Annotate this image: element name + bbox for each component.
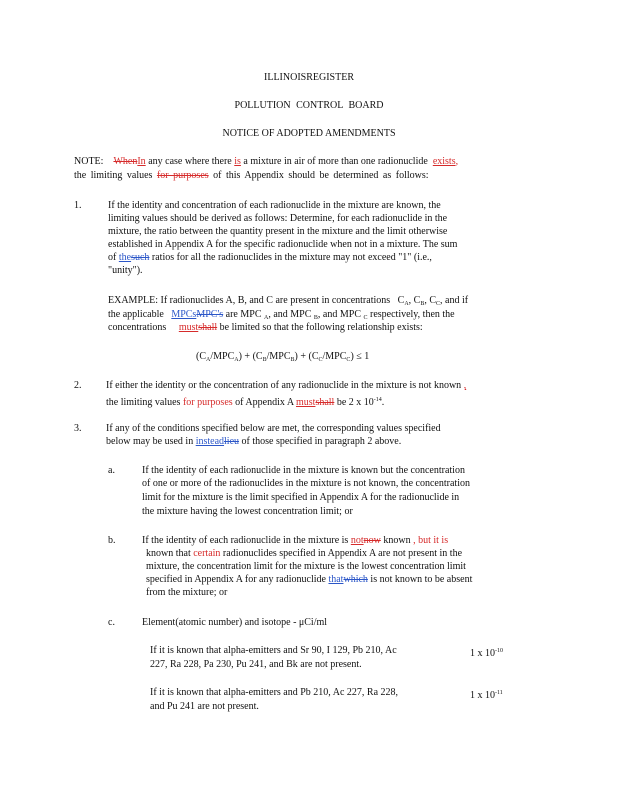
deletion: When	[113, 156, 138, 167]
text: radionuclides specified in Appendix A are not present in the	[222, 548, 463, 559]
sub-c-entry-2-value	[470, 687, 503, 702]
text: /MPC	[210, 351, 235, 362]
sub-a-label: a.	[108, 465, 115, 476]
deletion: such	[131, 252, 150, 263]
item-1-line: mixture, the ratio between the quantity present in the mixture and the limit otherwise	[108, 226, 448, 237]
text: If either the identity or the concentration of any radionuclide in the mixture is not known	[106, 380, 462, 391]
subscript: C	[363, 315, 368, 321]
item-1-number: 1.	[74, 200, 82, 211]
sub-c-entry-2-line: and Pu 241 are not present.	[150, 701, 259, 712]
sub-b-line: mixture, the concentration limit for the mixture is the lowest concentration limit	[146, 561, 466, 572]
text: the applicable	[108, 309, 164, 320]
text: If the identity of each radionuclide in the mixture is	[142, 535, 349, 546]
text: /MPC	[266, 351, 291, 362]
text: the limiting values	[74, 170, 153, 181]
text: , C	[408, 295, 421, 306]
note-line-2	[74, 170, 429, 182]
item-1-line: established in Appendix A for the specific radionuclide when not in a mixture. The sum	[108, 239, 458, 250]
subscript: A	[404, 301, 409, 307]
text: EXAMPLE: If radionuclides A, B, and C are present in concentrations	[108, 295, 391, 306]
item-3-number: 3.	[74, 423, 82, 434]
sub-c-label: c.	[108, 617, 115, 628]
superscript: -14	[373, 397, 382, 403]
item-3-line	[106, 436, 401, 448]
text: of this Appendix should be determined as follows:	[213, 170, 429, 181]
register-title: ILLINOISREGISTER	[264, 72, 354, 83]
superscript: -11	[495, 690, 503, 696]
subscript: A	[234, 357, 239, 363]
deletion: MPC's	[196, 309, 224, 320]
sub-b-line	[146, 574, 472, 586]
sub-c-heading: Element(atomic number) and isotope - μCi/ml	[142, 617, 328, 628]
sub-c-entry-1-line: 227, Ra 228, Pa 230, Pu 241, and Bk are not present.	[150, 659, 362, 670]
sub-a-line: the mixture having the lowest concentration limit; or	[142, 506, 353, 517]
text: of those specified in paragraph 2 above.	[241, 436, 402, 447]
sub-b-label: b.	[108, 535, 116, 546]
item-1-line: limiting values should be derived as follows: Determine, for each radionuclide in the	[108, 213, 448, 224]
item-1-line: If the identity and concentration of each radionuclide in the mixture are known, the	[108, 200, 441, 211]
text: known	[383, 535, 411, 546]
insertion: must	[178, 322, 199, 333]
deletion: for purposes	[156, 170, 209, 181]
sub-c-entry-1-line: If it is known that alpha-emitters and Sr 90, I 129, Pb 210, Ac	[150, 645, 397, 656]
text: , and if	[440, 295, 469, 306]
note-line-1	[74, 156, 458, 168]
sub-b-line	[146, 548, 462, 560]
text: 1 x 10	[470, 648, 495, 659]
insertion: exists	[432, 156, 456, 167]
insertion: MPCs	[171, 309, 197, 320]
text: below may be used in	[106, 436, 194, 447]
subscript: C	[346, 357, 351, 363]
insertion: In	[137, 156, 146, 167]
text: ratios for all the radionuclides in the mixture may not exceed "1" (i.e.,	[151, 252, 432, 263]
item-2-number: 2.	[74, 380, 82, 391]
sub-a-line: limit for the mixture is the limit specified in Appendix A for the radionuclide in	[142, 492, 460, 503]
text: 1 x 10	[470, 690, 495, 701]
sub-c-entry-2-line: If it is known that alpha-emitters and Pb 210, Ac 227, Ra 228,	[150, 687, 399, 698]
item-2-line	[106, 380, 466, 392]
text: concentrations	[108, 322, 167, 333]
sub-b-line: from the mixture; or	[146, 587, 228, 598]
deletion: shall	[315, 397, 335, 408]
subscript: B	[420, 301, 425, 307]
subscript: A	[206, 357, 211, 363]
subscript: B	[290, 357, 295, 363]
example-line-3	[108, 322, 423, 334]
insertion: instead	[195, 436, 225, 447]
text: a mixture in air of more than one radionuclide	[243, 156, 428, 167]
text: , C	[424, 295, 437, 306]
text: of Appendix A	[235, 397, 294, 408]
insertion: ,	[463, 380, 467, 391]
item-1-line: "unity").	[108, 265, 143, 276]
insertion: is	[234, 156, 241, 167]
text: of	[108, 252, 117, 263]
item-1-line	[108, 252, 432, 264]
superscript: -10	[495, 648, 503, 654]
note-label: NOTE:	[74, 156, 104, 167]
subscript: A	[264, 315, 269, 321]
insertion: must	[296, 397, 316, 408]
deletion: now	[363, 535, 381, 546]
example-line-1	[108, 295, 468, 310]
subscript: C	[318, 357, 323, 363]
text: known that	[146, 548, 191, 559]
sub-a-line: of one or more of the radionuclides in the mixture is not known, the concentration	[142, 478, 470, 489]
text: be limited so that the following relationship exists:	[219, 322, 423, 333]
insertion: the	[118, 252, 132, 263]
board-title: POLLUTION CONTROL BOARD	[234, 100, 384, 111]
text: any case where there	[148, 156, 232, 167]
insertion: certain	[193, 548, 221, 559]
text: ) + (C	[294, 351, 319, 362]
text: , and MPC	[268, 309, 312, 320]
notice-title: NOTICE OF ADOPTED AMENDMENTS	[222, 128, 396, 139]
mixture-formula	[196, 351, 369, 366]
sub-a-line: If the identity of each radionuclide in the mixture is known but the concentration	[142, 465, 465, 476]
insertion: for purposes	[182, 397, 233, 408]
insertion: not	[350, 535, 364, 546]
subscript: C	[436, 301, 441, 307]
text: ) ≤ 1	[350, 351, 370, 362]
text: respectively, then the	[370, 309, 455, 320]
text: ) + (C	[238, 351, 263, 362]
text: specified in Appendix A for any radionuclide	[146, 574, 326, 585]
text: /MPC	[322, 351, 347, 362]
subscript: B	[262, 357, 267, 363]
text: be 2 x 10	[336, 397, 374, 408]
insertion: , but it is	[413, 535, 449, 546]
insertion: that	[328, 574, 344, 585]
insertion: ,	[455, 156, 459, 167]
text: , and MPC	[317, 309, 361, 320]
text: .	[381, 397, 385, 408]
sub-c-entry-1-value	[470, 645, 503, 660]
text: C	[397, 295, 405, 306]
text: the limiting values	[106, 397, 181, 408]
text: are MPC	[225, 309, 262, 320]
subscript: B	[313, 315, 318, 321]
sub-b-line	[142, 535, 448, 547]
text: is not known to be absent	[370, 574, 473, 585]
deletion: shall	[198, 322, 218, 333]
text: (C	[196, 351, 206, 362]
deletion: lieu	[224, 436, 240, 447]
item-2-line	[106, 394, 384, 409]
item-3-line: If any of the conditions specified below are met, the corresponding values specified	[106, 423, 441, 434]
deletion: which	[343, 574, 368, 585]
